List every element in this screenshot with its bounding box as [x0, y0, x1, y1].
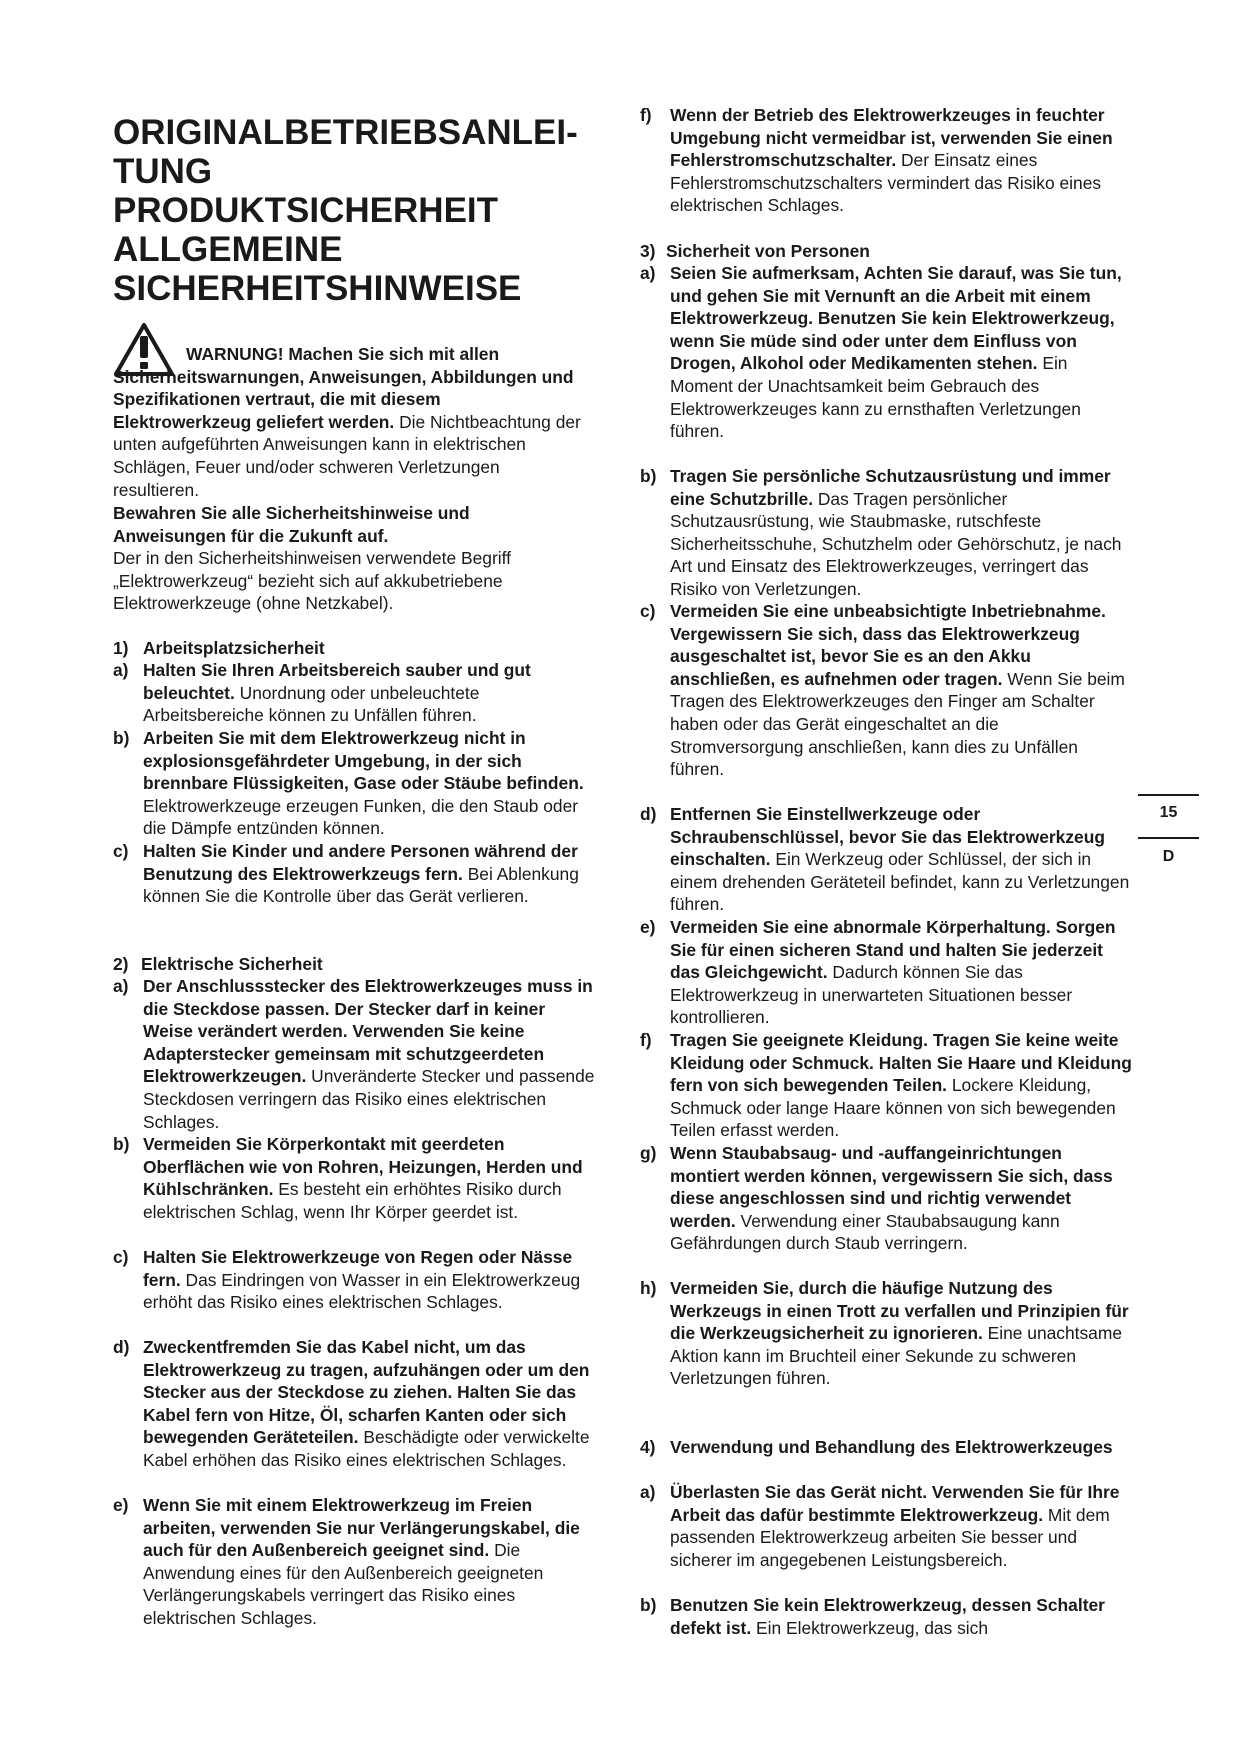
- list-item: d) Entfernen Sie Einstellwerkzeuge oder Schraubenschlüssel, bevor Sie das Elektrowerkzeug einschalten. Ein Werkzeug oder Schlüssel, der sich in einem drehenden Geräteteil befindet, kann zu Verletzungen führen.: [640, 804, 1130, 915]
- list-item: c) Vermeiden Sie eine unbeabsichtigte Inbetriebnahme. Vergewissern Sie sich, dass das Elektrowerkzeug ausgeschaltet ist, bevor Sie es an den Akku anschließen, es aufnehmen oder tragen. Wenn Sie beim Tragen des Elektrowerkzeuges den Finger am Schalter haben oder das Gerät eingeschaltet an die Stromversorgung anschließen, kann dies zu Unfällen führen.: [640, 601, 1125, 780]
- list-item: f) Wenn der Betrieb des Elektrowerkzeuges in feuchter Umgebung nicht vermeidbar ist, verwenden Sie einen Fehlerstromschutzschalter. Der Einsatz eines Fehlerstromschutzschalters vermindert das Risiko eines elektrischen Schlages.: [640, 105, 1113, 216]
- list-item: c) Halten Sie Kinder und andere Personen während der Benutzung des Elektrowerkzeugs fern. Bei Ablenkung können Sie die Kontrolle über das Gerät verlieren.: [113, 841, 579, 907]
- title-line: ALLGEMEINE: [113, 230, 343, 269]
- list-item: e) Wenn Sie mit einem Elektrowerkzeug im Freien arbeiten, verwenden Sie nur Verlängerungskabel, die auch für den Außenbereich geeignet sind. Die Anwendung eines für den Außenbereich geeigneten Verlängerungskabels verringert das Risiko eines elektrischen Schlages.: [113, 1495, 580, 1628]
- language-code: D: [1162, 848, 1175, 865]
- title-line: ORIGINALBETRIEBSANLEI-: [113, 113, 578, 152]
- list-item: c) Halten Sie Elektrowerkzeuge von Regen oder Nässe fern. Das Eindringen von Wasser in ein Elektrowerkzeug erhöht das Risiko eines elektrischen Schlages.: [113, 1247, 581, 1313]
- list-item: d) Zweckentfremden Sie das Kabel nicht, um das Elektrowerkzeug zu tragen, aufzuhängen oder um den Stecker aus der Steckdose zu ziehen. Halten Sie das Kabel fern von Hitze, Öl, scharfen Kanten oder sich bewegenden Geräteteilen. Beschädigte oder verwickelte Kabel erhöhen das Risiko eines elektrischen Schlages.: [113, 1337, 590, 1470]
- side-divider-top: [1138, 794, 1199, 796]
- section-number: 3): [640, 241, 656, 261]
- page-number: 15: [1159, 804, 1178, 821]
- list-item: h) Vermeiden Sie, durch die häufige Nutzung des Werkzeugs in einen Trott zu verfallen und Prinzipien für die Werkzeugsicherheit zu ignorieren. Eine unachtsame Aktion kann im Bruchteil einer Sekunde zu schweren Verletzungen führen.: [640, 1278, 1129, 1389]
- list-item: b) Vermeiden Sie Körperkontakt mit geerdeten Oberflächen wie von Rohren, Heizungen, Herden und Kühlschränken. Es besteht ein erhöhtes Risiko durch elektrischen Schlag, wenn Ihr Körper geerdet ist.: [113, 1134, 583, 1222]
- section-2-heading: [113, 953, 583, 976]
- section-number: 1): [113, 638, 129, 658]
- section-3-heading: [640, 240, 1130, 263]
- page-title: [113, 113, 613, 308]
- warning-paragraph: [113, 343, 583, 501]
- list-item: a) Der Anschlussstecker des Elektrowerkzeuges muss in die Steckdose passen. Der Stecker darf in keiner Weise verändert werden. Verwenden Sie keine Adapterstecker gemeinsam mit schutzgeerdeten Elektrowerkzeugen. Unveränderte Stecker und passende Steckdosen verringern das Risiko eines elektrischen Schlages.: [113, 976, 595, 1132]
- list-item: a) Seien Sie aufmerksam, Achten Sie darauf, was Sie tun, und gehen Sie mit Vernunft an die Arbeit mit einem Elektrowerkzeug. Benutzen Sie kein Elektrowerkzeug, wenn Sie müde sind oder unter dem Einfluss von Drogen, Alkohol oder Medikamenten stehen. Ein Moment der Unachtsamkeit beim Gebrauch des Elektrowerkzeuges kann zu ernsthaften Verletzungen führen.: [640, 263, 1122, 442]
- list-item: b) Tragen Sie persönliche Schutzausrüstung und immer eine Schutzbrille. Das Tragen persönlicher Schutzausrüstung, wie Staubmaske, rutschfeste Sicherheitsschuhe, Schutzhelm oder Gehörschutz, je nach Art und Einsatz des Elektrowerkzeuges, verringert das Risiko von Verletzungen.: [640, 466, 1122, 599]
- side-divider-bottom: [1138, 837, 1199, 839]
- section-4-heading: [640, 1436, 1135, 1459]
- section-heading: Elektrische Sicherheit: [141, 954, 323, 974]
- title-line: SICHERHEITSHINWEISE: [113, 269, 522, 308]
- section-heading: Sicherheit von Personen: [666, 241, 870, 261]
- warning-normal-text: Die Nichtbeachtung der unten aufgeführten Anweisungen kann in elektrischen Schlägen, Feuer und/oder schweren Verletzungen resultieren.: [113, 411, 581, 500]
- list-item: g) Wenn Staubabsaug- und -auffangeinrichtungen montiert werden können, vergewissern Sie sich, dass diese angeschlossen sind und richtig verwendet werden. Verwendung einer Staubabsaugung kann Gefährdungen durch Staub verringern.: [640, 1143, 1113, 1254]
- warning-bold-text: WARNUNG! Machen Sie sich mit allen Sicherheitswarnungen, Anweisungen, Abbildungen und Spezifikationen vertraut, die mit diesem Elektrowerkzeug geliefert werden.: [113, 344, 574, 432]
- list-item: a) Halten Sie Ihren Arbeitsbereich sauber und gut beleuchtet. Unordnung oder unbeleuchtete Arbeitsbereiche können zu Unfällen führen.: [113, 660, 531, 726]
- section-number: 2): [113, 954, 129, 974]
- keep-bold-text: Bewahren Sie alle Sicherheitshinweise und Anweisungen für die Zukunft auf.: [113, 503, 470, 546]
- title-line: TUNG: [113, 152, 213, 191]
- list-item: a) Überlasten Sie das Gerät nicht. Verwenden Sie für Ihre Arbeit das dafür bestimmte Elektrowerkzeug. Mit dem passenden Elektrowerkzeug arbeiten Sie besser und sicherer im angegebenen Leistungsbereich.: [640, 1482, 1120, 1570]
- list-item: e) Vermeiden Sie eine abnormale Körperhaltung. Sorgen Sie für einen sicheren Stand und halten Sie jederzeit das Gleichgewicht. Dadurch können Sie das Elektrowerkzeug in unerwarteten Situationen besser kontrollieren.: [640, 917, 1116, 1028]
- keep-normal-text: Der in den Sicherheitshinweisen verwendete Begriff „Elektrowerkzeug“ bezieht sich auf akkubetriebene Elektrowerkzeuge (ohne Netzkabel).: [113, 548, 511, 614]
- section-heading: Arbeitsplatzsicherheit: [143, 638, 325, 658]
- list-item: b) Arbeiten Sie mit dem Elektrowerkzeug nicht in explosionsgefährdeter Umgebung, in der sich brennbare Flüssigkeiten, Gase oder Stäube befinden. Elektrowerkzeuge erzeugen Funken, die den Staub oder die Dämpfe entzünden können.: [113, 728, 584, 839]
- section-number: 4): [640, 1437, 656, 1457]
- title-line: PRODUKTSICHERHEIT: [113, 191, 499, 230]
- keep-instructions-paragraph: [113, 502, 583, 615]
- section-heading: Verwendung und Behandlung des Elektrowerkzeuges: [670, 1437, 1113, 1457]
- list-item: f) Tragen Sie geeignete Kleidung. Tragen Sie keine weite Kleidung oder Schmuck. Halten Sie Haare und Kleidung fern von sich bewegenden Teilen. Lockere Kleidung, Schmuck oder lange Haare können von sich bewegenden Teilen erfasst werden.: [640, 1030, 1132, 1141]
- list-item: b) Benutzen Sie kein Elektrowerkzeug, dessen Schalter defekt ist. Ein Elektrowerkzeug, das sich: [640, 1595, 1105, 1638]
- section-1-heading: [113, 637, 583, 660]
